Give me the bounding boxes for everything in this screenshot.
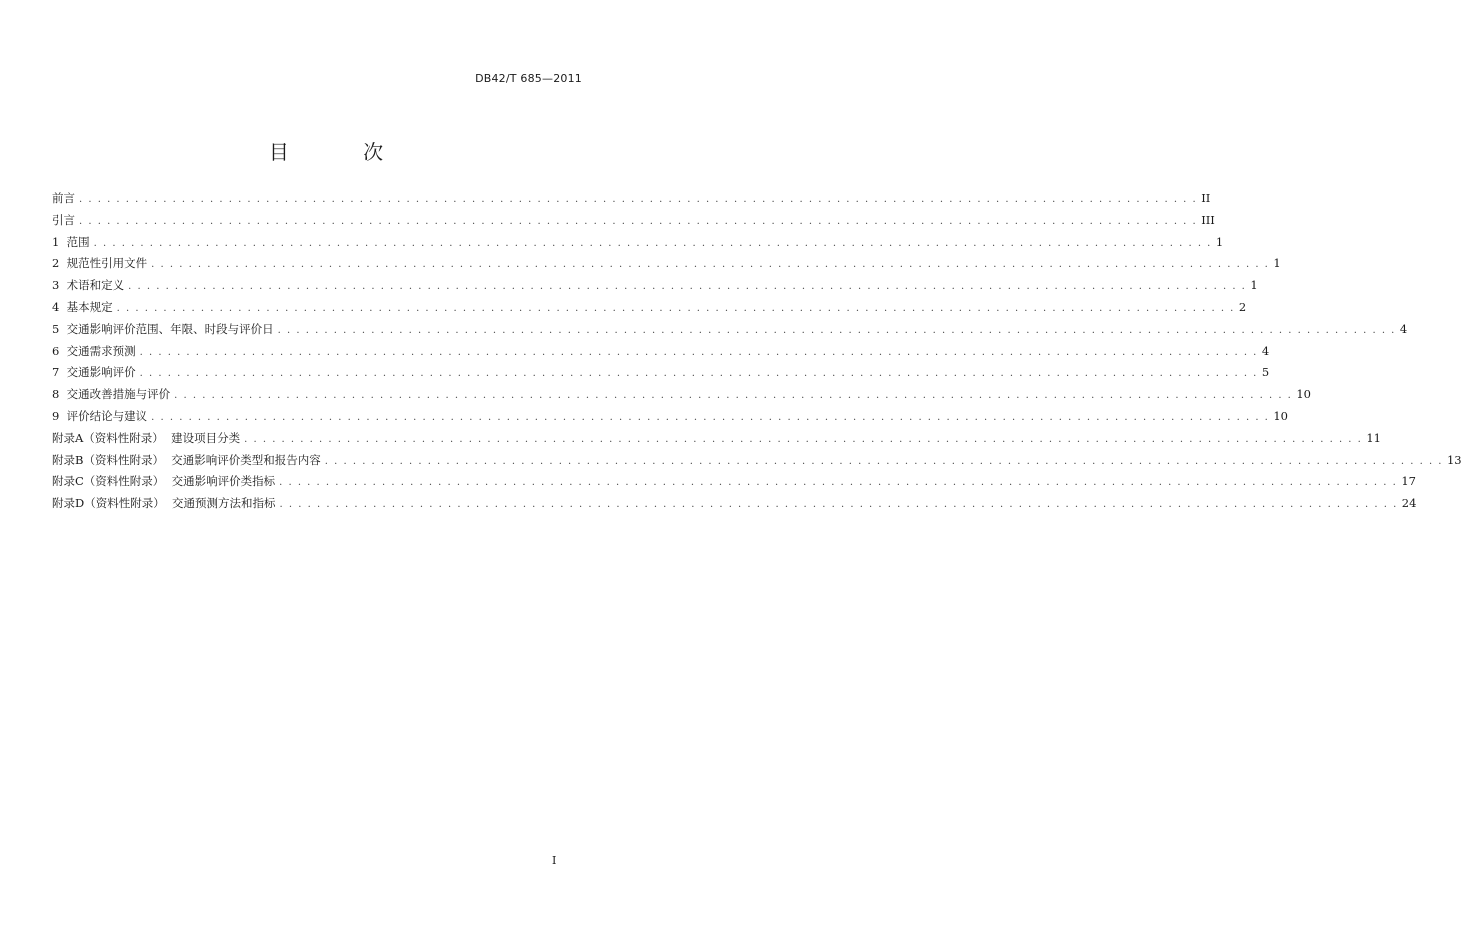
toc-leader-dots: . . . . . . . . . . . . . . . . . . . . . . . . . . . . . . . . . . . . . . . . . . . . . . . . . . . . . . . . . . . . . . . . . . . . . . . . . . . . . . . . . . . . . . . . . . . . . . . . . . . . . . . . . . . . . . . . . . . . . . . . [79, 194, 1198, 205]
toc-entry-page: 10 [1273, 408, 1288, 423]
toc-entry[interactable] [52, 452, 1462, 474]
table-of-contents [52, 190, 1462, 517]
toc-entry[interactable] [52, 408, 1288, 430]
toc-entry-label: 7 交通影响评价 [52, 365, 136, 380]
toc-entry-label: 5 交通影响评价范围、年限、时段与评价日 [52, 321, 274, 336]
toc-entry[interactable] [52, 277, 1258, 299]
toc-leader-dots: . . . . . . . . . . . . . . . . . . . . . . . . . . . . . . . . . . . . . . . . . . . . . . . . . . . . . . . . . . . . . . . . . . . . . . . . . . . . . . . . . . . . . . . . . . . . . . . . . . . . . . . . . . . . . . . . . . . . . . . . [116, 302, 1235, 314]
toc-leader-dots: . . . . . . . . . . . . . . . . . . . . . . . . . . . . . . . . . . . . . . . . . . . . . . . . . . . . . . . . . . . . . . . . . . . . . . . . . . . . . . . . . . . . . . . . . . . . . . . . . . . . . . . . . . . . . . . . . . . . . . . . [93, 237, 1212, 249]
toc-leader-dots: . . . . . . . . . . . . . . . . . . . . . . . . . . . . . . . . . . . . . . . . . . . . . . . . . . . . . . . . . . . . . . . . . . . . . . . . . . . . . . . . . . . . . . . . . . . . . . . . . . . . . . . . . . . . . . . . . . . . . . . . [244, 433, 1363, 445]
toc-leader-dots: . . . . . . . . . . . . . . . . . . . . . . . . . . . . . . . . . . . . . . . . . . . . . . . . . . . . . . . . . . . . . . . . . . . . . . . . . . . . . . . . . . . . . . . . . . . . . . . . . . . . . . . . . . . . . . . . . . . . . . . . [151, 411, 1270, 423]
toc-entry-page: II [1201, 191, 1211, 205]
toc-entry[interactable] [52, 234, 1224, 256]
document-code: DB42/T 685—2011 [475, 72, 582, 85]
toc-entry[interactable] [52, 212, 1215, 234]
toc-entry-page: 4 [1399, 321, 1408, 336]
toc-entry-label: 附录C（资料性附录） 交通影响评价类指标 [52, 474, 276, 489]
toc-entry-label: 附录A（资料性附录） 建设项目分类 [52, 430, 241, 445]
toc-entry-label: 前言 [52, 191, 75, 205]
toc-entry-page: 5 [1261, 365, 1270, 380]
toc-leader-dots: . . . . . . . . . . . . . . . . . . . . . . . . . . . . . . . . . . . . . . . . . . . . . . . . . . . . . . . . . . . . . . . . . . . . . . . . . . . . . . . . . . . . . . . . . . . . . . . . . . . . . . . . . . . . . . . . . . . . . . . . [79, 215, 1198, 227]
toc-entry-page: 24 [1401, 496, 1417, 511]
toc-entry[interactable] [52, 321, 1408, 343]
toc-entry-label: 1 范围 [52, 234, 90, 249]
toc-entry[interactable] [52, 190, 1211, 212]
toc-entry-label: 附录D（资料性附录） 交通预测方法和指标 [52, 496, 276, 511]
toc-leader-dots: . . . . . . . . . . . . . . . . . . . . . . . . . . . . . . . . . . . . . . . . . . . . . . . . . . . . . . . . . . . . . . . . . . . . . . . . . . . . . . . . . . . . . . . . . . . . . . . . . . . . . . . . . . . . . . . . . . . . . . . . [139, 368, 1258, 380]
toc-entry[interactable] [52, 430, 1381, 452]
toc-entry[interactable] [52, 473, 1416, 495]
toc-entry-page: III [1201, 212, 1215, 227]
page-title: 目 次 [268, 140, 418, 164]
toc-entry-page: 10 [1296, 387, 1311, 402]
toc-entry-label: 6 交通需求预测 [52, 343, 136, 358]
toc-leader-dots: . . . . . . . . . . . . . . . . . . . . . . . . . . . . . . . . . . . . . . . . . . . . . . . . . . . . . . . . . . . . . . . . . . . . . . . . . . . . . . . . . . . . . . . . . . . . . . . . . . . . . . . . . . . . . . . . . . . . . . . . [174, 390, 1293, 402]
toc-leader-dots: . . . . . . . . . . . . . . . . . . . . . . . . . . . . . . . . . . . . . . . . . . . . . . . . . . . . . . . . . . . . . . . . . . . . . . . . . . . . . . . . . . . . . . . . . . . . . . . . . . . . . . . . . . . . . . . . . . . . . . . . [279, 499, 1398, 511]
toc-entry-page: 4 [1261, 343, 1270, 358]
toc-entry[interactable] [52, 343, 1270, 365]
toc-entry[interactable] [52, 386, 1311, 408]
toc-leader-dots: . . . . . . . . . . . . . . . . . . . . . . . . . . . . . . . . . . . . . . . . . . . . . . . . . . . . . . . . . . . . . . . . . . . . . . . . . . . . . . . . . . . . . . . . . . . . . . . . . . . . . . . . . . . . . . . . . . . . . . . . [128, 281, 1247, 293]
toc-entry-label: 2 规范性引用文件 [52, 256, 148, 271]
toc-entry[interactable] [52, 299, 1247, 321]
toc-entry[interactable] [52, 364, 1270, 386]
toc-entry-page: 1 [1250, 278, 1258, 293]
toc-entry-label: 附录B（资料性附录） 交通影响评价类型和报告内容 [52, 452, 321, 467]
toc-entry-page: 11 [1366, 430, 1381, 445]
toc-leader-dots: . . . . . . . . . . . . . . . . . . . . . . . . . . . . . . . . . . . . . . . . . . . . . . . . . . . . . . . . . . . . . . . . . . . . . . . . . . . . . . . . . . . . . . . . . . . . . . . . . . . . . . . . . . . . . . . . . . . . . . . . [277, 324, 1396, 336]
toc-entry-page: 13 [1446, 452, 1462, 467]
toc-entry-page: 1 [1273, 256, 1281, 271]
toc-entry-label: 3 术语和定义 [52, 278, 125, 293]
toc-entry-label: 9 评价结论与建议 [52, 408, 148, 423]
toc-leader-dots: . . . . . . . . . . . . . . . . . . . . . . . . . . . . . . . . . . . . . . . . . . . . . . . . . . . . . . . . . . . . . . . . . . . . . . . . . . . . . . . . . . . . . . . . . . . . . . . . . . . . . . . . . . . . . . . . . . . . . . . . [324, 455, 1443, 467]
toc-leader-dots: . . . . . . . . . . . . . . . . . . . . . . . . . . . . . . . . . . . . . . . . . . . . . . . . . . . . . . . . . . . . . . . . . . . . . . . . . . . . . . . . . . . . . . . . . . . . . . . . . . . . . . . . . . . . . . . . . . . . . . . . [139, 346, 1258, 358]
toc-entry-label: 引言 [52, 212, 75, 227]
toc-entry-label: 4 基本规定 [52, 299, 113, 314]
toc-entry-page: 2 [1238, 299, 1247, 314]
toc-leader-dots: . . . . . . . . . . . . . . . . . . . . . . . . . . . . . . . . . . . . . . . . . . . . . . . . . . . . . . . . . . . . . . . . . . . . . . . . . . . . . . . . . . . . . . . . . . . . . . . . . . . . . . . . . . . . . . . . . . . . . . . . [279, 477, 1398, 489]
page-number: I [552, 854, 557, 867]
toc-entry[interactable] [52, 255, 1281, 277]
toc-entry-page: 17 [1401, 474, 1416, 489]
toc-entry[interactable] [52, 495, 1417, 517]
toc-entry-label: 8 交通改善措施与评价 [52, 387, 171, 402]
toc-entry-page: 1 [1215, 234, 1224, 249]
toc-leader-dots: . . . . . . . . . . . . . . . . . . . . . . . . . . . . . . . . . . . . . . . . . . . . . . . . . . . . . . . . . . . . . . . . . . . . . . . . . . . . . . . . . . . . . . . . . . . . . . . . . . . . . . . . . . . . . . . . . . . . . . . . [151, 259, 1270, 271]
